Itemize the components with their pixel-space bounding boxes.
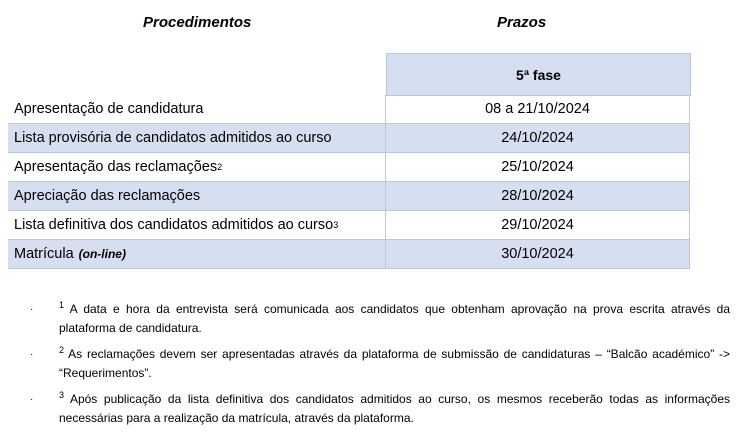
footnote-text: As reclamações devem ser apresentadas através da plataforma de submissão de candidaturas – “Balcão académico” -> “Requerimentos”. xyxy=(59,347,730,380)
table-row xyxy=(8,153,690,182)
table-row xyxy=(8,124,690,153)
procedure-label: Apresentação de candidatura xyxy=(14,101,204,117)
date-cell: 30/10/2024 xyxy=(385,240,690,268)
table-row xyxy=(8,182,690,211)
procedure-cell xyxy=(8,240,385,268)
bullet-icon: · xyxy=(30,304,34,315)
procedure-label: Lista definitiva dos candidatos admitidos ao curso xyxy=(14,217,334,233)
procedure-cell xyxy=(8,182,385,210)
footnote-text: Após publicação da lista definitiva dos candidatos admitidos ao curso, os mesmos receberão todas as informações necessárias para a realização da matrícula, através da plataforma. xyxy=(59,392,730,425)
date-cell: 08 a 21/10/2024 xyxy=(385,95,690,123)
table-row xyxy=(8,95,690,124)
header-procedimentos: Procedimentos xyxy=(143,14,252,31)
procedure-label: Matrícula xyxy=(14,246,74,262)
date-cell: 25/10/2024 xyxy=(385,153,690,181)
footnote-item xyxy=(30,345,730,383)
bullet-icon: · xyxy=(30,394,34,405)
footnotes xyxy=(30,300,730,435)
phase-label: 5ª fase xyxy=(386,53,691,96)
procedure-cell: Apresentação das reclamações 2 xyxy=(14,159,223,175)
schedule-table xyxy=(8,53,690,269)
procedure-cell: Lista definitiva dos candidatos admitidos ao curso 3 xyxy=(14,217,339,233)
procedure-label: Apreciação das reclamações xyxy=(14,188,201,204)
phase-header-row xyxy=(8,53,690,95)
procedure-cell xyxy=(8,124,385,152)
header-prazos: Prazos xyxy=(497,14,547,31)
procedure-cell xyxy=(8,95,385,123)
bullet-icon: · xyxy=(30,349,34,360)
date-cell: 29/10/2024 xyxy=(385,211,690,239)
footnote-number: 1 xyxy=(59,300,65,310)
procedure-label: Apresentação das reclamações xyxy=(14,159,218,175)
table-row xyxy=(8,240,690,269)
date-cell: 24/10/2024 xyxy=(385,124,690,152)
footnote-number: 3 xyxy=(59,390,65,400)
procedure-label: Lista provisória de candidatos admitidos ao curso xyxy=(14,130,332,146)
footnote-number: 2 xyxy=(59,345,65,355)
date-cell: 28/10/2024 xyxy=(385,182,690,210)
table-row xyxy=(8,211,690,240)
footnote-text: A data e hora da entrevista será comunicada aos candidatos que obtenham aprovação na prova escrita através da plataforma de candidatura. xyxy=(59,302,730,335)
online-note: (on-line) xyxy=(78,247,126,261)
footnote-item xyxy=(30,390,730,428)
footnote-item xyxy=(30,300,730,338)
